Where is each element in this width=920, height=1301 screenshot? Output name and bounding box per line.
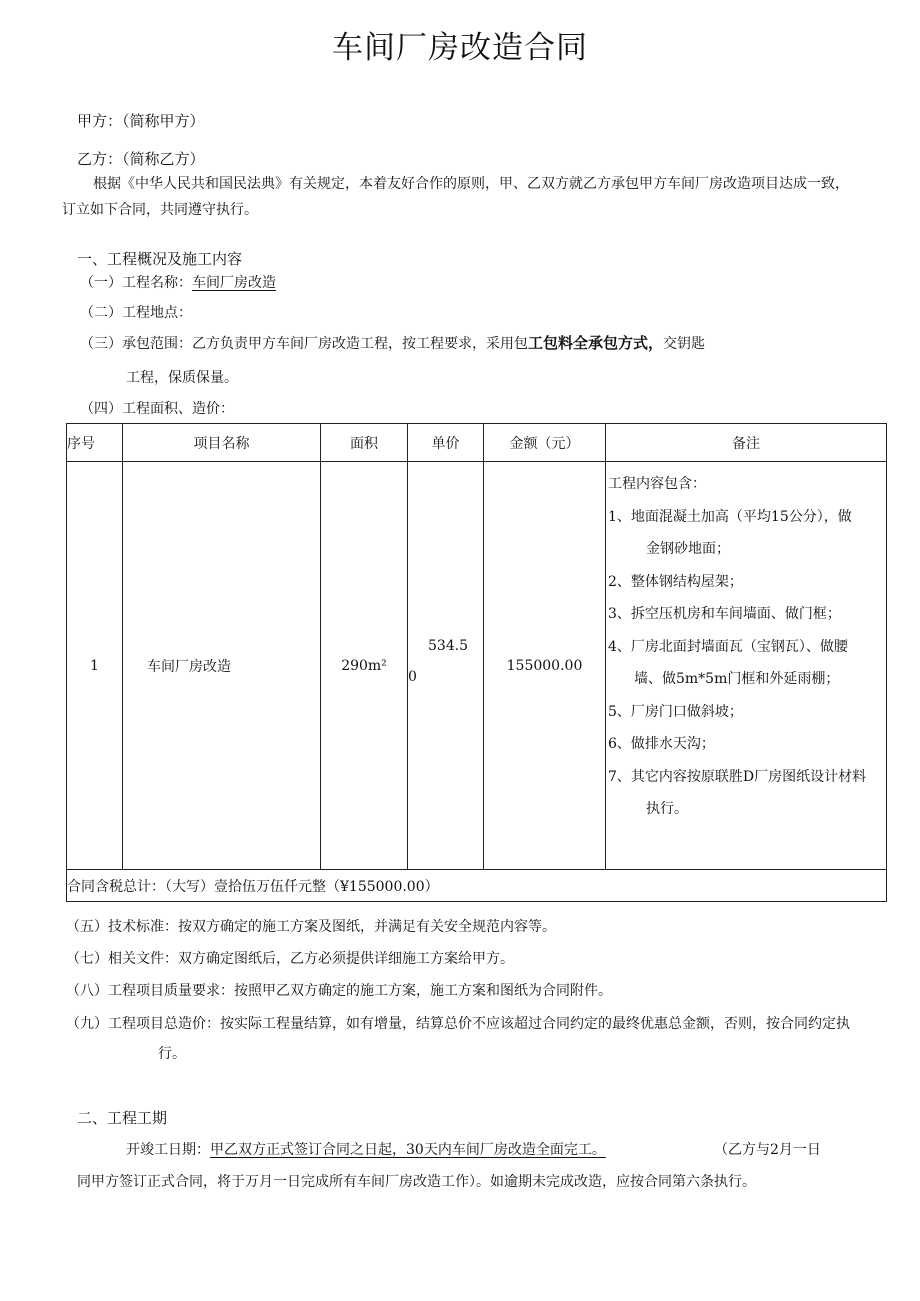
header-no: 序号 — [67, 424, 123, 462]
project-name-label: （一）工程名称： — [80, 275, 192, 291]
note-line: 5、厂房门口做斜坡； — [608, 703, 743, 720]
section-2-heading: 二、工程工期 — [77, 1109, 168, 1127]
intro-line-1: 根据《中华人民共和国民法典》有关规定，本着友好合作的原则，甲、乙双方就乙方承包甲方车间厂房改造项目达成一致， — [93, 176, 849, 192]
clause-8: （八）工程项目质量要求：按照甲乙双方确定的施工方案，施工方案和图纸为合同附件。 — [66, 983, 612, 999]
note-line: 4、厂房北面封墙面瓦（宝钢瓦）、做腰 — [608, 638, 848, 655]
scope-text-bold: 工包料全承包方式， — [528, 334, 664, 352]
section-1-heading: 一、工程概况及施工内容 — [77, 250, 243, 268]
note-line: 金钢砂地面； — [646, 541, 730, 557]
scope-text-a: （三）承包范围：乙方负责甲方车间厂房改造工程，按工程要求，采用包 — [80, 336, 528, 352]
intro-line-2: 订立如下合同，共同遵守执行。 — [62, 202, 258, 218]
period-label: 开竣工日期： — [126, 1142, 210, 1158]
header-remarks: 备注 — [606, 424, 887, 462]
header-amount: 金额（元） — [484, 424, 606, 462]
note-line: 2、整体钢结构屋架； — [608, 573, 743, 590]
scope-text-c: 交钥匙 — [663, 336, 706, 352]
cost-table — [66, 423, 887, 902]
row-unit-price — [408, 462, 484, 870]
scope-line-2: 工程，保质保量。 — [126, 370, 238, 386]
header-unit-price: 单价 — [408, 424, 484, 462]
period-value: 甲乙双方正式签订合同之日起，30天内车间厂房改造全面完工。 — [210, 1142, 606, 1158]
period-line-2: 同甲方签订正式合同，将于万月一日完成所有车间厂房改造工作）。如逾期未完成改造，应按合同第六条执行。 — [77, 1174, 756, 1190]
note-line: 3、拆空压机房和车间墙面、做门框； — [608, 606, 841, 622]
clause-9: （九）工程项目总造价：按实际工程量结算，如有增量，结算总价不应该超过合同约定的最终优惠总金额，否则，按合同约定执 — [66, 1016, 850, 1032]
note-line: 6、做排水天沟； — [608, 736, 715, 752]
party-b: 乙方：（简称乙方） — [77, 150, 205, 168]
project-location: （二）工程地点： — [80, 305, 192, 321]
table-header-row — [67, 424, 887, 462]
period-line — [126, 1139, 606, 1159]
project-name-value: 车间厂房改造 — [192, 275, 276, 291]
header-area: 面积 — [321, 424, 408, 462]
clause-5: （五）技术标准：按双方确定的施工方案及图纸，并满足有关安全规范内容等。 — [66, 919, 556, 935]
area-price-heading: （四）工程面积、造价： — [80, 401, 234, 417]
contract-total: 合同含税总计：（大写）壹拾伍万伍仟元整（¥155000.00） — [67, 870, 887, 902]
party-a: 甲方：（简称甲方） — [77, 112, 205, 130]
project-name-line — [80, 272, 276, 292]
page-title: 车间厂房改造合同 — [332, 30, 588, 66]
note-line: 墙、做5m*5m门框和外延雨棚； — [634, 671, 840, 687]
note-line: 执行。 — [646, 801, 688, 817]
contract-scope-line — [80, 332, 705, 353]
row-remarks — [606, 462, 887, 870]
clause-7: （七）相关文件：双方确定图纸后，乙方必须提供详细施工方案给甲方。 — [66, 951, 514, 967]
clause-9-cont: 行。 — [158, 1046, 186, 1062]
row-area: 290m² — [321, 462, 408, 870]
unit-price-part-2: 0 — [408, 669, 417, 685]
notes-title: 工程内容包含： — [608, 476, 706, 492]
unit-price-part-1: 534.5 — [428, 638, 469, 654]
table-row — [67, 462, 887, 870]
row-item-name: 车间厂房改造 — [123, 462, 321, 870]
note-line: 1、地面混凝土加高（平均15公分），做 — [608, 508, 852, 525]
table-total-row — [67, 870, 887, 902]
note-line: 7、其它内容按原联胜D厂房图纸设计材料 — [608, 768, 867, 785]
row-no: 1 — [67, 462, 123, 870]
row-amount: 155000.00 — [484, 462, 606, 870]
header-item-name: 项目名称 — [123, 424, 321, 462]
period-note: （乙方与2月一日 — [714, 1142, 821, 1158]
